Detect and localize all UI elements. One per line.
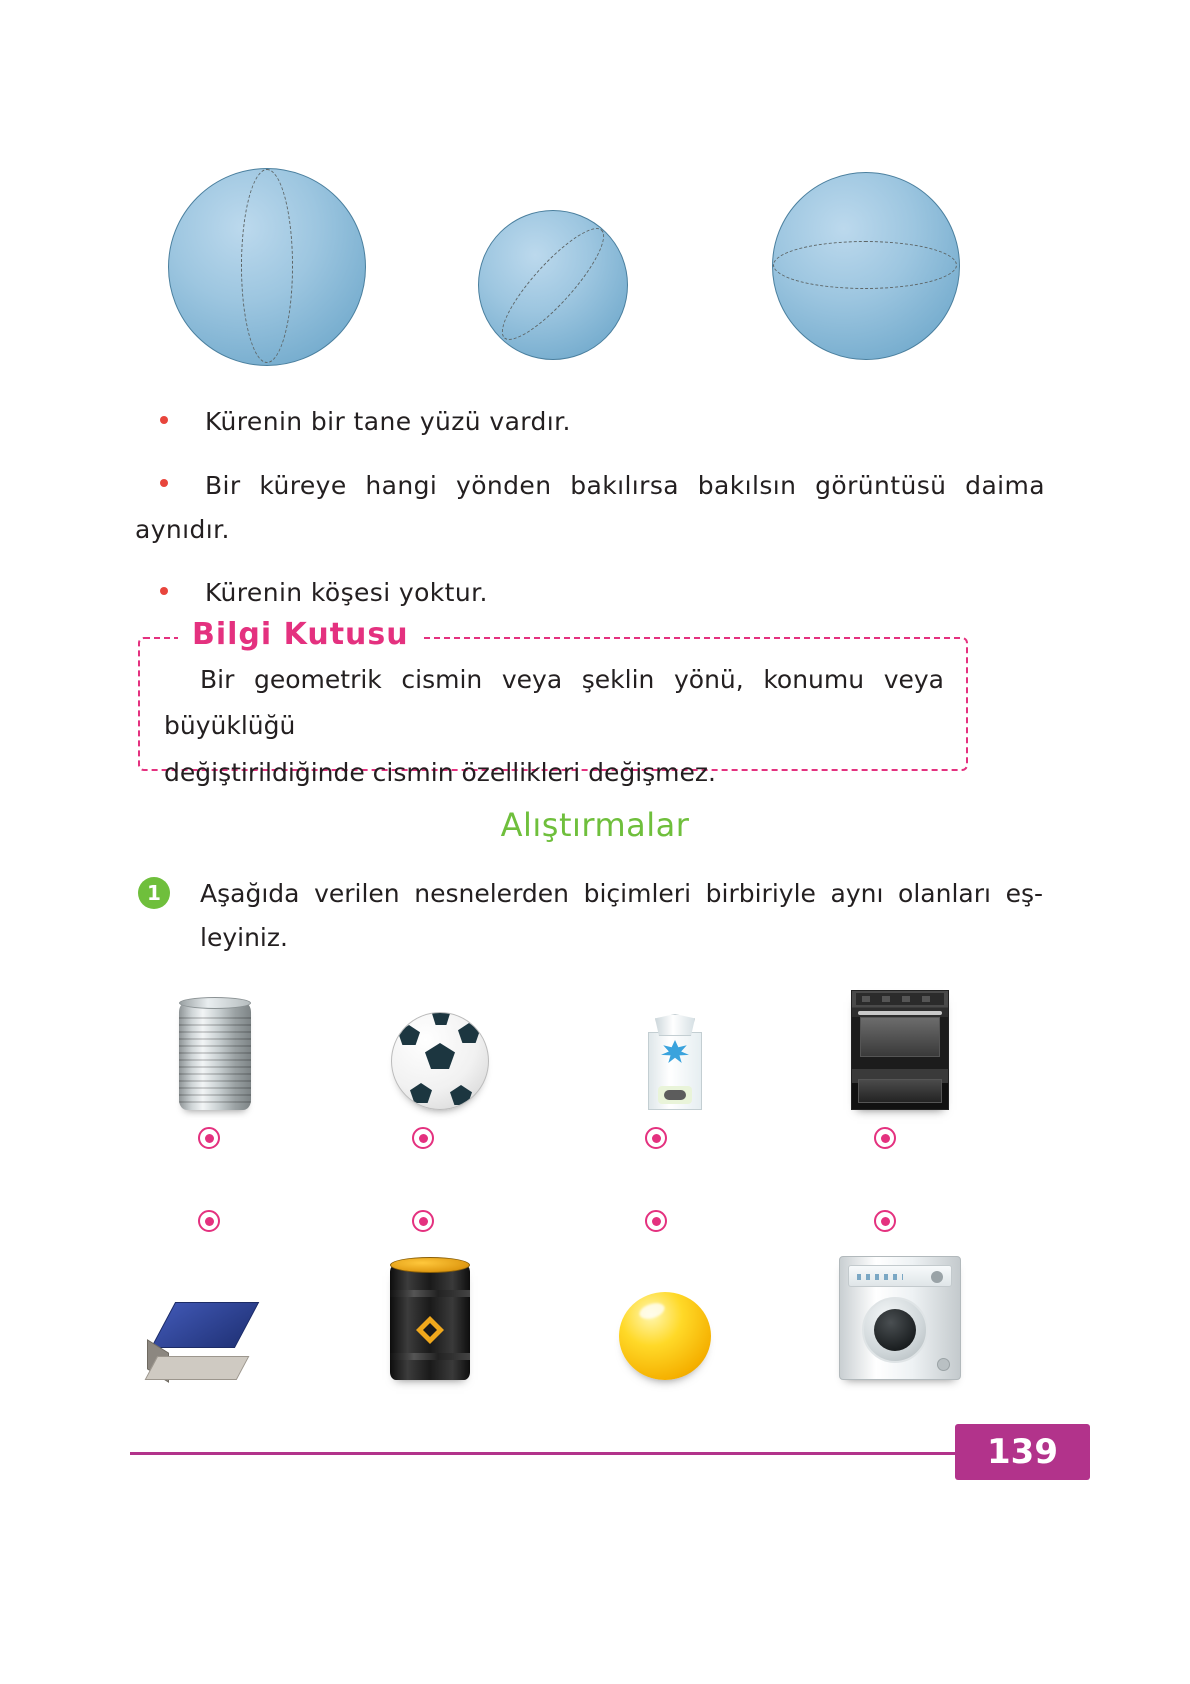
sphere-vertical-dashed [168,168,366,366]
tin-can-image [179,1002,251,1110]
question-1 [138,872,1043,960]
bullet-item-3 [135,571,1045,615]
spheres-figure-row [130,160,1060,375]
info-box-line-2: değiştirildiğinde cismin özellikleri değişmez. [164,757,716,787]
match-dot-yellow-ball[interactable] [645,1210,667,1232]
info-box-line-1: Bir geometrik cismin veya şeklin yönü, konumu veya büyüklüğü [164,665,944,741]
object-oil-barrel [330,1240,530,1380]
object-washing-machine [800,1240,1000,1380]
bullet-text-1: Kürenin bir tane yüzü vardır. [205,407,571,436]
match-dot-washing-machine[interactable] [874,1210,896,1232]
bullet-dot-icon [160,587,168,595]
match-dot-oil-barrel[interactable] [412,1210,434,1232]
washing-machine-image [839,1256,961,1380]
bullet-text-2: Bir küreye hangi yönden bakılırsa bakılsın görüntüsü daima [205,470,1045,500]
question-1-line-2: leyiniz. [200,922,288,952]
match-dot-football[interactable] [412,1127,434,1149]
object-football [340,975,540,1110]
matchbox-image [149,1302,261,1380]
match-dot-matchbox[interactable] [198,1210,220,1232]
match-dot-milk-carton[interactable] [645,1127,667,1149]
info-box-body [164,657,944,796]
yellow-ball-image [619,1292,711,1380]
bullet-text-2-continuation: aynıdır. [135,514,230,544]
footer-divider [130,1452,1030,1455]
object-yellow-ball [565,1265,765,1380]
sphere-diagonal-dashed [478,210,628,360]
oven-image [851,990,949,1110]
match-dot-tin-can[interactable] [198,1127,220,1149]
oil-barrel-image [390,1264,470,1380]
object-tin-can [115,975,315,1110]
match-dot-oven[interactable] [874,1127,896,1149]
bullet-dot-icon [160,416,168,424]
matching-objects-grid [0,975,1190,1395]
sphere-horizontal-dashed [772,172,960,360]
object-milk-carton [575,975,775,1110]
question-number-badge: 1 [138,877,170,909]
bullet-text-3: Kürenin köşesi yoktur. [205,578,488,608]
bullet-item-2 [135,464,1045,552]
exercises-heading: Alıştırmalar [500,806,690,844]
page-number: 139 [955,1424,1090,1480]
football-image [391,1012,489,1110]
bullet-item-1 [135,400,1045,444]
question-1-line-1: Aşağıda verilen nesnelerden biçimleri birbiriyle aynı olanları eş- [200,879,1043,908]
object-oven [800,975,1000,1110]
info-box [138,617,968,787]
milk-carton-image [648,1014,702,1110]
question-1-text [138,872,1043,960]
info-box-title: Bilgi Kutusu [178,617,423,652]
object-matchbox [105,1250,305,1380]
bullet-list [135,400,1045,635]
